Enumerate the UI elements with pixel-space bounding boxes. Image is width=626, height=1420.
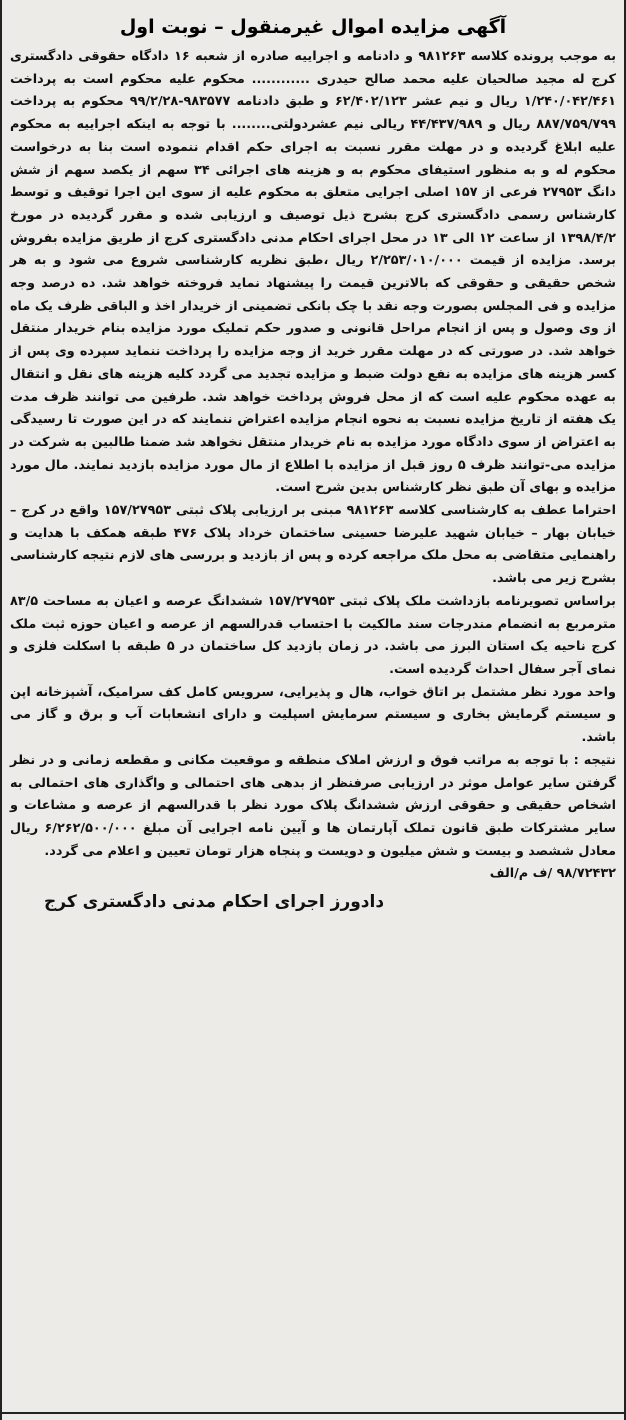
paragraph-intro: به موجب پرونده کلاسه ۹۸۱۲۶۳ و دادنامه و اجراییه صادره از شعبه ۱۶ دادگاه حقوقی دادگستری کرج له مجید صالحیان علیه محمد صالح حیدری ............ محکوم علیه محکوم است به پرداخت ۱/۲۴۰/۰۴۲/۴۶۱ ریال و نیم عشر ۶۲/۴۰۲/۱۲۳ و طبق دادنامه ۹۸۳۵۷۷-۹۹/۲/۲۸ محکوم به پرداخت ۸۸۷/۷۵۹/۷۹۹ ریال و ۴۴/۴۳۷/۹۸۹ ریالی نیم عشردولتی........ با توجه به اینکه اجراییه به محکوم علیه ابلاغ گردیده و در مهلت مقرر نسبت به اجرای حکم اقدام ننموده است بنا به درخواست محکوم له و به منظور استیفای محکوم به و هزینه های اجرائی ۳۴ سهم از یکصد سهم از شش دانگ ۲۷۹۵۳ فرعی از ۱۵۷ اصلی اجرایی متعلق به محکوم علیه از سوی این اجرا توقیف و توسط کارشناس رسمی دادگستری کرج بشرح ذیل توصیف و ارزیابی شده و مقرر گردیده در مورخ ۱۳۹۸/۴/۲ از ساعت ۱۲ الی ۱۳ در محل اجرای احکام مدنی دادگستری کرج از طریق مزایده بفروش برسد. مزایده از قیمت ۲/۲۵۳/۰۱۰/۰۰۰ ریال ،طبق نظریه کارشناسی شروع می شود و به هر شخص حقیقی و حقوقی که بالاترین قیمت را پیشنهاد نماید فروخته خواهد شد. ده درصد وجه مزایده و فی المجلس بصورت وجه نقد با چک بانکی تضمینی از خریدار اخذ و الباقی ظرف یک ماه از وی وصول و پس از انجام مراحل قانونی و صدور حکم تملیک مورد مزایده بنام خریدار منتقل خواهد شد. در صورتی که در مهلت مقرر خرید از وجه مزایده را پرداخت ننماید سپرده وی پس از کسر هزینه های مزایده به نفع دولت ضبط و مزایده تجدید می گردد کلیه هزینه های نقل و انتقال به عهده محکوم علیه است که از محل فروش پرداخت خواهد شد. طرفین می توانند ظرف مدت یک هفته از تاریخ مزایده نسبت به نحوه انجام مزایده اعتراض ننمایند که در این صورت تا رسیدگی به اعتراض از سوی دادگاه مورد مزایده به نام خریدار منتقل نخواهد شد ضمنا طالبین به شرکت در مزایده می-توانند ظرف ۵ روز قبل از مزایده با اطلاع از مال مورد مزایده بازدید نمایند. مال مورد مزایده و بهای آن طبق نظر کارشناس بدین شرح است. bbox=[10, 49, 617, 496]
paragraph-expert-reference: احتراما عطف به کارشناسی کلاسه ۹۸۱۲۶۳ مبنی بر ارزیابی پلاک ثبتی ۱۵۷/۲۷۹۵۳ واقع در کرج – خیابان بهار – خیابان شهید علیرضا حسینی ساختمان خرداد پلاک ۴۷۶ طبقه همکف با هدایت و راهنمایی متقاضی به محل ملک مراجعه کرده و پس از بازدید و بررسی های لازم نتیجه کارشناسی بشرح زیر می باشد. bbox=[10, 503, 616, 587]
notice-body bbox=[10, 46, 616, 886]
paragraph-property-description: براساس تصویرنامه بازداشت ملک پلاک ثبتی ۱۵۷/۲۷۹۵۳ ششدانگ عرصه و اعیان به مساحت ۸۳/۵ مترمربع به انضمام مندرجات سند مالکیت با احتساب قدرالسهم از عرصه و اعیان حوزه ثبت ملک کرج ناحیه یک استان البرز می باشد. در زمان بازدید کل ساختمان در ۵ طبقه با اسکلت فلزی و نمای آجر سفال احداث گردیده است. bbox=[10, 593, 616, 677]
bottom-divider bbox=[2, 1412, 624, 1414]
notice-signature: دادورز اجرای احکام مدنی دادگستری کرج bbox=[44, 892, 385, 913]
paragraph-unit-details: واحد مورد نظر مشتمل بر اتاق خواب، هال و پذیرایی، سرویس کامل کف سرامیک، آشپزخانه اپن و سیستم گرمایش بخاری و سیستم سرمایش اسپلیت و دارای انشعابات آب و برق و گاز می باشد. bbox=[10, 684, 616, 746]
notice-title: آگهی مزایده اموال غیرمنقول – نوبت اول bbox=[119, 16, 507, 38]
notice-reference-code: ۹۸/۷۲۴۳۲ /ف م/الف bbox=[489, 866, 616, 882]
paragraph-conclusion: نتیجه : با توجه به مراتب فوق و ارزش املاک منطقه و موقعیت مکانی و مقطعه زمانی و در نظر گرفتن سایر عوامل موثر در ارزیابی صرفنظر از بدهی های احتمالی و واگذاری های احتمالی به اشخاص حقیقی و حقوقی ارزش ششدانگ پلاک مورد نظر با قدرالسهم از عرصه و مشاعات و سایر مشترکات طبق قانون تملک آپارتمان ها و آیین نامه اجرایی آن مبلغ ۶/۲۶۲/۵۰۰/۰۰۰ ریال معادل ششصد و بیست و شش میلیون و دویست و پنجاه هزار تومان تعیین و اعلام می گردد. bbox=[10, 752, 616, 859]
